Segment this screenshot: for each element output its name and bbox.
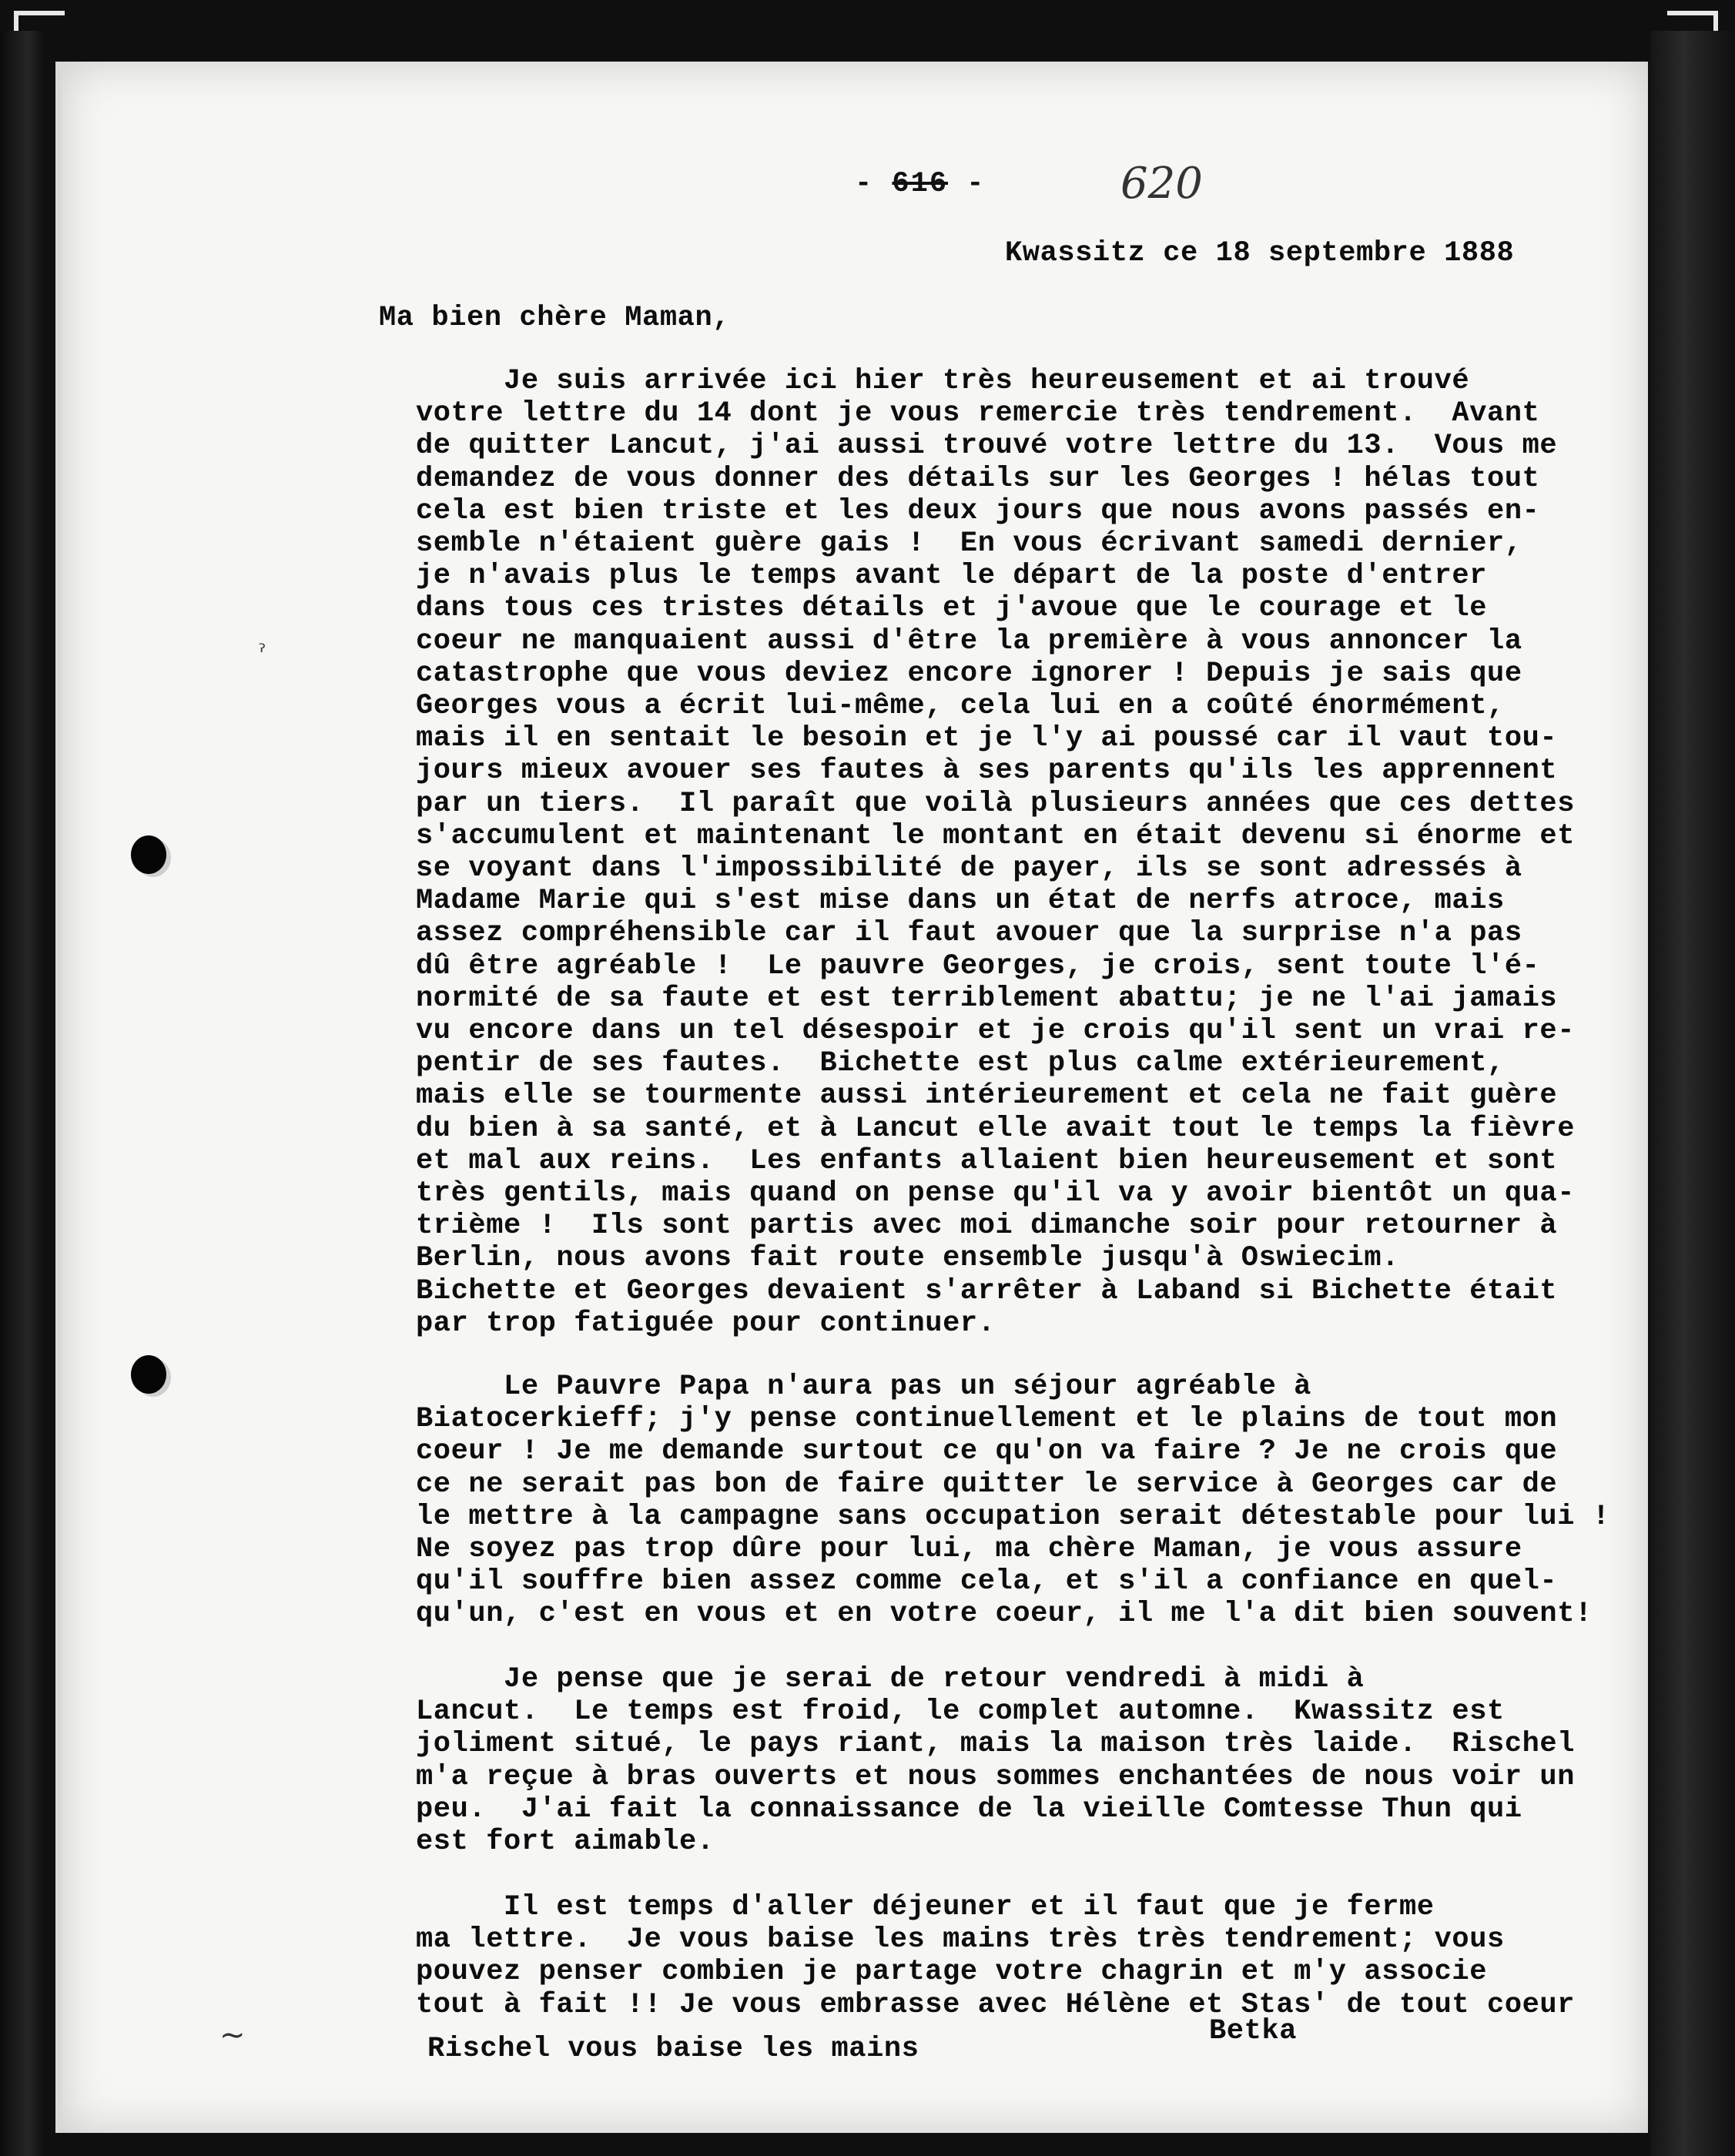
- punch-hole: [131, 835, 166, 874]
- page-number: [855, 168, 985, 200]
- letter-page: [55, 62, 1648, 2133]
- film-corner-mark-top-left: [14, 11, 65, 31]
- letter-paragraph: Je suis arrivée ici hier très heureusement et ai trouvé votre lettre du 14 dont je vous remercie très tendrement. Avant de quitter Lancut, j'ai aussi trouvé votre lettre du 13. Vous me demandez de vous donner des détails sur les Georges ! hélas tout cela est bien triste et les deux jours que nous avons passés en- semble n'étaient guère gais ! En vous écrivant samedi dernier, je n'avais plus le temps avant le départ de la poste d'entrer dans tous ces tristes détails et j'avoue que le courage et le coeur ne manquaient aussi d'être la première à vous annoncer la catastrophe que vous deviez encore ignorer ! Depuis je sais que Georges vous a écrit lui-même, cela lui en a coûté énormément, mais il en sentait le besoin et je l'y ai poussé car il vaut tou- jours mieux avouer ses fautes à ses parents qu'ils les apprennent par un tiers. Il paraît que voilà plusieurs années que ces dettes s'accumulent et maintenant le montant en était devenu si énorme et se voyant dans l'impossibilité de payer, ils se sont adressés à Madame Marie qui s'est mise dans un état de nerfs atroce, mais assez compréhensible car il faut avouer que la surprise n'a pas dû être agréable ! Le pauvre Georges, je crois, sent toute l'é- normité de sa faute et est terriblement abattu; je ne l'ai jamais vu encore dans un tel désespoir et je crois qu'il sent un vrai re- pentir de ses fautes. Bichette est plus calme extérieurement, mais elle se tourmente aussi intérieurement et cela ne fait guère du bien à sa santé, et à Lancut elle avait tout le temps la fièvre et mal aux reins. Les enfants allaient bien heureusement et sont très gentils, mais quand on pense qu'il va y avoir bientôt un qua- trième ! Ils sont partis avec moi dimanche soir pour retourner à Berlin, nous avons fait route ensemble jusqu'à Oswiecim. Bichette et Georges devaient s'arrêter à Laband si Bichette était par trop fatiguée pour continuer.: [416, 365, 1576, 1340]
- stray-pencil-mark: ˀ: [258, 639, 266, 665]
- postscript: Rischel vous baise les mains: [427, 2033, 919, 2065]
- page-number-prefix: -: [855, 168, 893, 200]
- signature: Betka: [1209, 2015, 1298, 2047]
- film-corner-mark-top-right: [1667, 11, 1718, 31]
- letter-paragraph: Je pense que je serai de retour vendredi à midi à Lancut. Le temps est froid, le complet automne. Kwassitz est joliment situé, le pays riant, mais la maison très laide. Rischel m'a reçue à bras ouverts et nous sommes enchantées de nous voir un peu. J'ai fait la connaissance de la vieille Comtesse Thun qui est fort aimable.: [416, 1663, 1576, 1859]
- dateline: Kwassitz ce 18 septembre 1888: [1005, 237, 1515, 270]
- film-edge-left: [0, 31, 46, 2156]
- stray-pencil-mark: ~: [219, 2017, 246, 2053]
- handwritten-page-number: 620: [1120, 159, 1203, 209]
- page-number-suffix: -: [948, 168, 986, 200]
- punch-hole: [131, 1355, 166, 1394]
- film-edge-right: [1650, 31, 1735, 2156]
- letter-paragraph: Il est temps d'aller déjeuner et il faut que je ferme ma lettre. Je vous baise les mains très très tendrement; vous pouvez penser combien je partage votre chagrin et m'y associe tout à fait !! Je vous embrasse avec Hélène et Stas' de tout coeur: [416, 1891, 1576, 2021]
- salutation: Ma bien chère Maman,: [379, 302, 731, 334]
- letter-paragraph: Le Pauvre Papa n'aura pas un séjour agréable à Biatocerkieff; j'y pense continuellement et le plains de tout mon coeur ! Je me demande surtout ce qu'on va faire ? Je ne crois que ce ne serait pas bon de faire quitter le service à Georges car de le mettre à la campagne sans occupation serait détestable pour lui ! Ne soyez pas trop dûre pour lui, ma chère Maman, je vous assure qu'il souffre bien assez comme cela, et s'il a confiance en quel- qu'un, c'est en vous et en votre coeur, il me l'a dit bien souvent!: [416, 1371, 1610, 1631]
- struck-page-number: 616: [892, 168, 949, 200]
